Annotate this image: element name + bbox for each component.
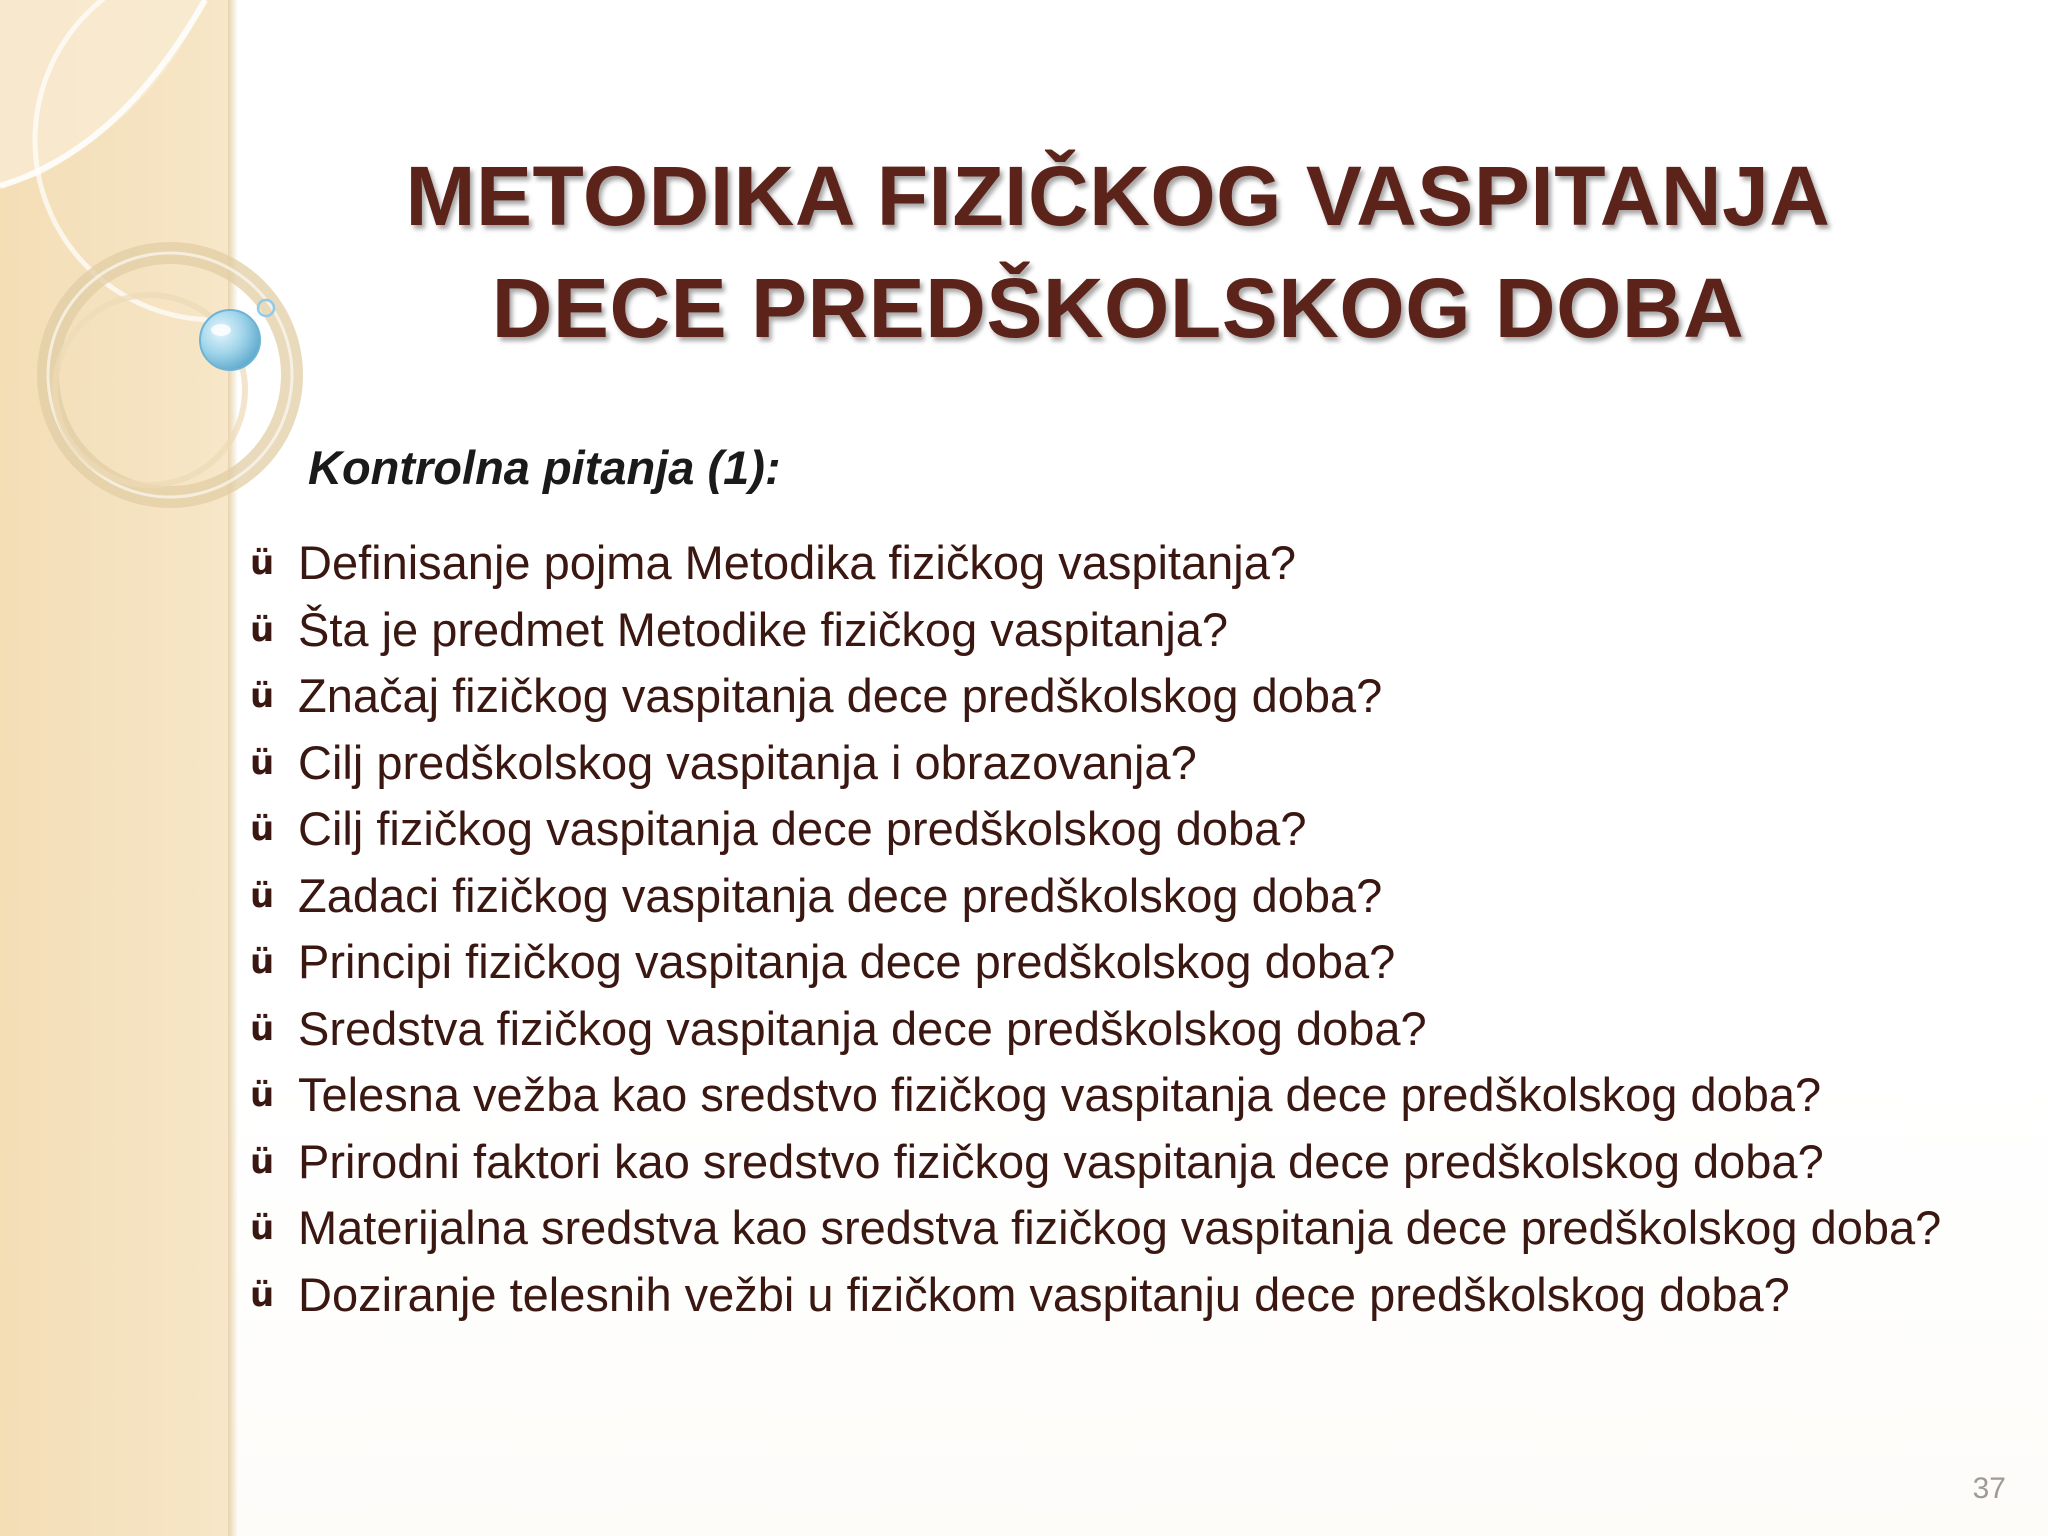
list-item [250,730,1990,797]
checkmark-bullet-icon: ü [250,1141,275,1182]
checkmark-bullet-icon: ü [250,1274,275,1315]
checkmark-bullet-icon: ü [250,676,275,716]
list-item [250,1195,2038,1262]
list-item-text: Sredstva fizičkog vaspitanja dece predškolskog doba? [298,1001,1427,1055]
list-item [250,796,1990,863]
checkmark-bullet-icon: ü [250,875,275,916]
list-item-text: Principi fizičkog vaspitanja dece predškolskog doba? [298,935,1396,988]
slide-title-line-2: DECE PREDŠKOLSKOG DOBA [491,261,1745,355]
checkmark-bullet-icon: ü [250,1208,275,1248]
checkmark-bullet-icon: ü [250,809,275,849]
checkmark-bullet-icon: ü [250,1008,275,1049]
list-item-text: Materijalna sredstva kao sredstva fizičkog vaspitanja dece predškolskog doba? [298,1201,1942,1254]
checkmark-bullet-icon: ü [250,543,275,583]
list-item-text: Cilj predškolskog vaspitanja i obrazovanja? [298,735,1197,789]
list-item-text: Zadaci fizičkog vaspitanja dece predškolskog doba? [298,868,1383,922]
list-item-text: Prirodni faktori kao sredstvo fizičkog vaspitanja dece predškolskog doba? [298,1134,1824,1188]
list-item-text: Telesna vežba kao sredstvo fizičkog vaspitanja dece predškolskog doba? [298,1068,1822,1121]
list-item-text: Šta je predmet Metodike fizičkog vaspitanja? [298,602,1229,656]
slide-title-line-1: METODIKA FIZIČKOG VASPITANJA [405,149,1831,243]
list-item [250,663,1990,730]
page-number: 37 [1972,1472,2006,1505]
list-item-text: Značaj fizičkog vaspitanja dece predškolskog doba? [298,669,1383,722]
list-item [250,863,1990,930]
list-item-text: Cilj fizičkog vaspitanja dece predškolskog doba? [298,802,1307,855]
list-item [250,597,1990,664]
checkmark-bullet-icon: ü [250,742,275,783]
list-item [250,530,1990,597]
list-item [250,1262,1990,1329]
slide-title [238,140,1998,364]
list-item-text: Doziranje telesnih vežbi u fizičkom vaspitanju dece predškolskog doba? [298,1267,1790,1321]
list-item [250,1129,1990,1196]
question-list [250,530,1990,1328]
checkmark-bullet-icon: ü [250,609,275,650]
section-subtitle: Kontrolna pitanja (1): [308,441,781,494]
checkmark-bullet-icon: ü [250,1075,275,1115]
checkmark-bullet-icon: ü [250,942,275,982]
list-item [250,996,1990,1063]
list-item [250,1062,1990,1129]
list-item-text: Definisanje pojma Metodika fizičkog vaspitanja? [298,536,1296,589]
list-item [250,929,1990,996]
